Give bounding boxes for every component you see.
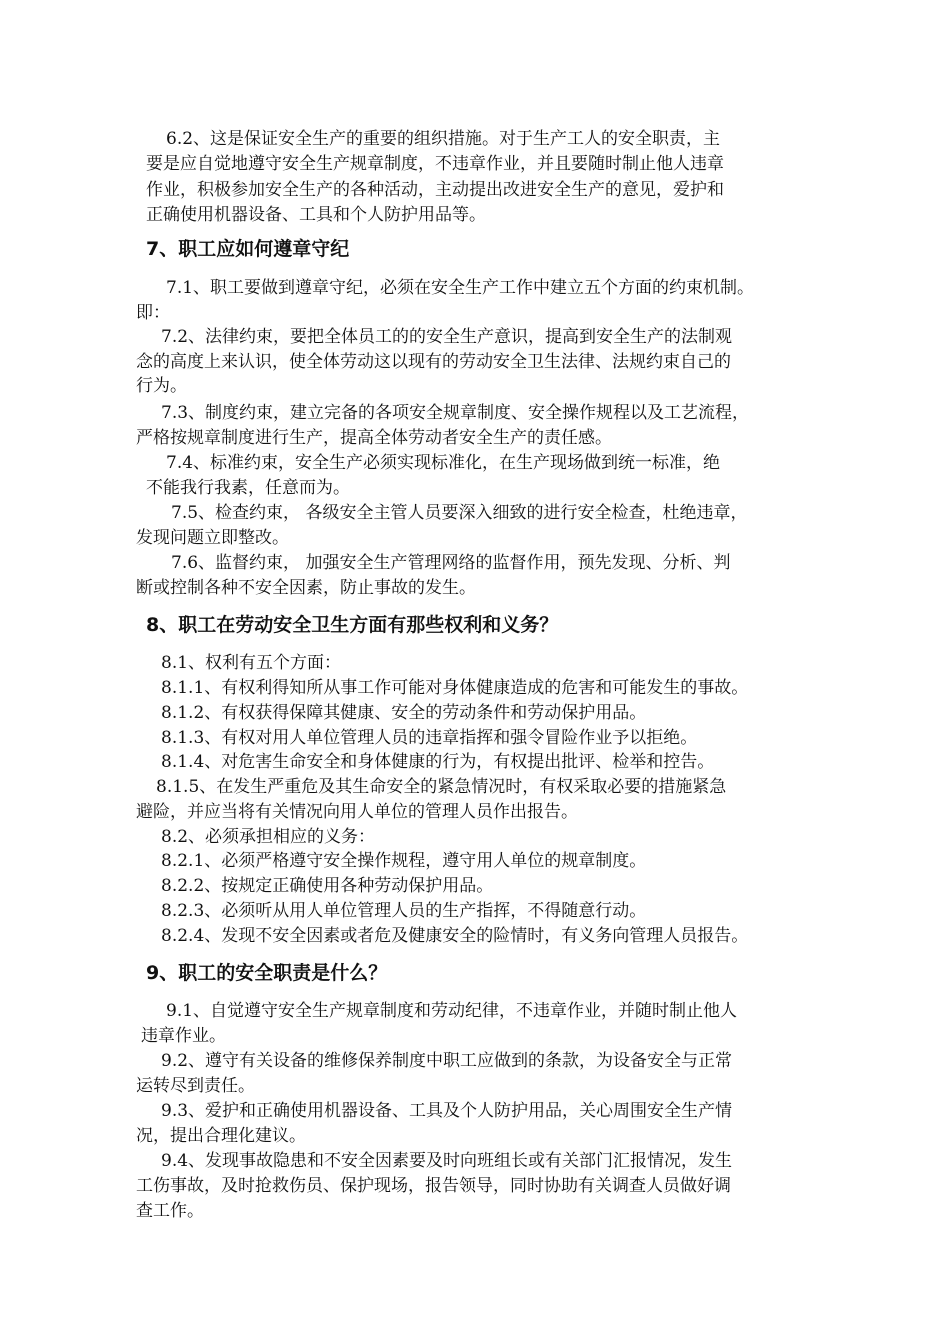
paragraph-line: 7.2、法律约束，要把全体员工的的安全生产意识，提高到安全生产的法制观 — [161, 327, 733, 347]
paragraph-line: 9.3、爱护和正确使用机器设备、工具及个人防护用品，关心周围安全生产情 — [161, 1101, 733, 1121]
paragraph-line: 6.2、这是保证安全生产的重要的组织措施。对于生产工人的安全职责，主 — [166, 129, 721, 149]
section-heading: 9、职工的安全职责是什么？ — [146, 962, 388, 984]
section-heading: 7、职工应如何遵章守纪 — [146, 238, 350, 260]
paragraph-line: 8.1.3、有权对用人单位管理人员的违章指挥和强令冒险作业予以拒绝。 — [161, 728, 698, 748]
paragraph-line: 作业，积极参加安全生产的各种活动，主动提出改进安全生产的意见，爱护和 — [146, 180, 724, 200]
paragraph-line: 查工作。 — [136, 1201, 204, 1221]
paragraph-line: 8.1、权利有五个方面： — [161, 653, 342, 673]
paragraph-line: 避险，并应当将有关情况向用人单位的管理人员作出报告。 — [136, 802, 578, 822]
paragraph-line: 念的高度上来认识，使全体劳动这以现有的劳动安全卫生法律、法规约束自己的 — [136, 352, 731, 372]
paragraph-line: 7.6、监督约束， 加强安全生产管理网络的监督作用，预先发现、分析、判 — [171, 553, 731, 573]
paragraph-line: 9.2、遵守有关设备的维修保养制度中职工应做到的条款，为设备安全与正常 — [161, 1051, 733, 1071]
paragraph-line: 8.1.5、在发生严重危及其生命安全的紧急情况时，有权采取必要的措施紧急 — [156, 777, 727, 797]
paragraph-line: 8.1.4、对危害生命安全和身体健康的行为，有权提出批评、检举和控告。 — [161, 752, 715, 772]
paragraph-line: 工伤事故，及时抢救伤员、保护现场，报告领导，同时协助有关调查人员做好调 — [136, 1176, 731, 1196]
paragraph-line: 正确使用机器设备、工具和个人防护用品等。 — [146, 205, 486, 225]
paragraph-line: 8.2.4、发现不安全因素或者危及健康安全的险情时，有义务向管理人员报告。 — [161, 926, 749, 946]
paragraph-line: 9.1、自觉遵守安全生产规章制度和劳动纪律，不违章作业，并随时制止他人 — [166, 1001, 738, 1021]
paragraph-line: 9.4、发现事故隐患和不安全因素要及时向班组长或有关部门汇报情况，发生 — [161, 1151, 733, 1171]
paragraph-line: 8.2、必须承担相应的义务： — [161, 827, 376, 847]
paragraph-line: 8.1.2、有权获得保障其健康、安全的劳动条件和劳动保护用品。 — [161, 703, 647, 723]
paragraph-line: 况，提出合理化建议。 — [136, 1126, 306, 1146]
paragraph-line: 运转尽到责任。 — [136, 1076, 255, 1096]
paragraph-line: 断或控制各种不安全因素，防止事故的发生。 — [136, 578, 476, 598]
paragraph-line: 行为。 — [136, 376, 187, 396]
paragraph-line: 发现问题立即整改。 — [136, 528, 289, 548]
paragraph-line: 8.2.3、必须听从用人单位管理人员的生产指挥，不得随意行动。 — [161, 901, 647, 921]
paragraph-line: 7.4、标准约束，安全生产必须实现标准化，在生产现场做到统一标准，绝 — [166, 453, 721, 473]
paragraph-line: 8.1.1、有权利得知所从事工作可能对身体健康造成的危害和可能发生的事故。 — [161, 678, 749, 698]
paragraph-line: 8.2.2、按规定正确使用各种劳动保护用品。 — [161, 876, 494, 896]
section-heading: 8、职工在劳动安全卫生方面有那些权利和义务？ — [146, 614, 559, 636]
paragraph-line: 违章作业。 — [141, 1026, 226, 1046]
paragraph-line: 7.1、职工要做到遵章守纪，必须在安全生产工作中建立五个方面的约束机制。 — [166, 278, 755, 298]
paragraph-line: 要是应自觉地遵守安全生产规章制度，不违章作业，并且要随时制止他人违章 — [146, 154, 724, 174]
paragraph-line: 7.3、制度约束，建立完备的各项安全规章制度、安全操作规程以及工艺流程， — [161, 403, 750, 423]
paragraph-line: 严格按规章制度进行生产，提高全体劳动者安全生产的责任感。 — [136, 428, 612, 448]
paragraph-line: 7.5、检查约束， 各级安全主管人员要深入细致的进行安全检查，杜绝违章， — [171, 503, 748, 523]
paragraph-line: 8.2.1、必须严格遵守安全操作规程，遵守用人单位的规章制度。 — [161, 851, 647, 871]
paragraph-line: 即： — [136, 303, 170, 323]
paragraph-line: 不能我行我素，任意而为。 — [146, 478, 350, 498]
